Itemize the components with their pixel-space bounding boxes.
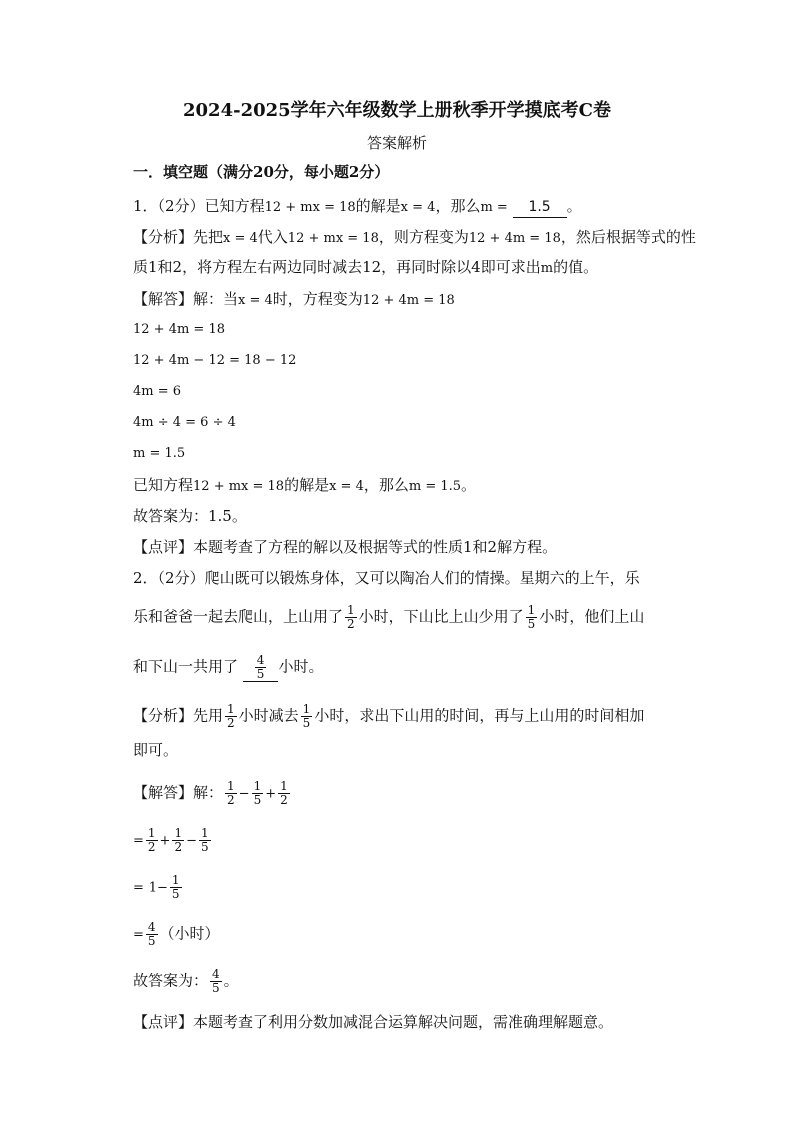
q2-comment: 【点评】本题考查了利用分数加减混合运算解决问题，需准确理解题意。 [133,1013,614,1031]
fraction-denominator: 2 [147,840,156,854]
q2-solution-label: 【解答】解： [133,783,224,802]
fraction-one-half [146,827,158,854]
q2-analysis-line1 [133,703,644,730]
q2-solution-line2 [133,827,213,854]
fraction-denominator: 2 [227,716,235,730]
q2-stem-text: 小时。 [278,657,324,676]
q1-solution-intro [133,289,455,311]
fraction-one-half [345,604,357,631]
q2-stem-text: 和下山一共用了 [133,657,239,676]
fraction-numerator: 1 [347,603,355,617]
q1-comment: 【点评】本题考查了方程的解以及根据等式的性质1和2解方程。 [133,538,558,556]
q1-equation: 12 + mx = 18 [264,200,356,215]
fraction-numerator: 1 [227,702,235,716]
q2-stem-line3 [133,654,323,682]
q2-analysis-text: 【分析】先用 [133,706,224,725]
q2-answer-blank [243,654,279,682]
fraction-denominator: 5 [302,716,311,730]
fraction-numerator: 4 [256,653,265,667]
equals-sign: = [133,880,144,896]
minus-sign: − [186,833,197,849]
equals-sign: = [133,833,144,849]
equals-sign: = [133,927,144,943]
q1-analysis-math: m [540,261,554,276]
q1-analysis-text: 的值。 [553,258,599,276]
q1-analysis-text: ，则方程变为 [378,228,469,246]
q2-analysis-line2: 即可。 [133,741,179,759]
fraction-one-fifth [301,703,313,730]
q1-solution-text: 时，方程变为 [272,290,363,308]
fraction-denominator: 5 [171,887,180,901]
q2-analysis-text: 小时，求出下山用的时间，再与上山用的时间相加 [314,706,645,725]
fraction-one-fifth [199,827,211,854]
minus-sign: − [238,786,250,802]
q2-stem-text: 乐和爸爸一起去爬山，上山用了 [133,607,344,626]
q2-stem-text: 小时，他们上山 [539,607,645,626]
q1-stem [133,196,582,218]
q2-solution-line3 [133,874,184,901]
q1-step: 4m = 6 [133,384,182,399]
q1-stem-text: 1．（2分）已知方程 [133,197,265,215]
q1-stem-end: 。 [566,197,582,215]
plus-sign: + [159,833,171,849]
page-title: 2024-2025学年六年级数学上册秋季开学摸底考C卷 [183,100,611,121]
q2-solution-line4 [133,921,220,948]
fraction-numerator: 1 [147,826,156,840]
fraction-numerator: 4 [147,920,156,934]
section-heading: 一．填空题（满分20分，每小题2分） [133,163,390,181]
fraction-denominator: 2 [227,793,235,807]
fraction-numerator: 1 [280,779,288,793]
q1-conclusion-math: 12 + mx = 18 [193,479,285,494]
q1-step: 4m ÷ 4 = 6 ÷ 4 [133,415,236,430]
fraction-one-half [225,703,237,730]
plus-sign: + [265,786,277,802]
q1-conclusion-text: 的解是 [284,476,330,494]
q1-step: m = 1.5 [133,446,186,461]
minus-sign: − [156,880,168,896]
fraction-numerator: 1 [527,603,536,617]
fraction-numerator: 1 [174,826,183,840]
q2-solution-line1 [133,780,292,807]
q1-analysis-text: 代入 [257,228,288,246]
fraction-denominator: 2 [174,840,183,854]
fraction-numerator: 1 [227,779,235,793]
q1-conclusion-math: m = 1.5 [408,479,462,494]
q1-conclusion-text: 。 [461,476,477,494]
fraction-numerator: 1 [253,779,262,793]
page-subtitle: 答案解析 [366,134,427,152]
fraction-denominator: 2 [347,617,355,631]
fraction-denominator: 5 [201,840,209,854]
q2-stem-line1: 2．（2分）爬山既可以锻炼身体，又可以陶冶人们的情操。星期六的上午，乐 [133,569,640,587]
fraction-denominator: 5 [147,934,156,948]
fraction-numerator: 1 [171,873,180,887]
fraction-denominator: 5 [527,617,536,631]
q1-analysis-math: x = 4 [223,231,258,246]
fraction-one-half [225,780,237,807]
q1-conclusion-text: 已知方程 [133,476,194,494]
q1-solution-math: 12 + 4m = 18 [362,293,455,308]
q1-analysis-text: 质1和2，将方程左右两边同时减去12，再同时除以4即可求出 [133,258,541,276]
q1-conclusion [133,475,476,497]
q2-answer-fraction [255,654,267,681]
whole-number: 1 [148,880,157,896]
q1-analysis-math: 12 + 4m = 18 [468,231,561,246]
q2-final-text: 故答案为： [133,971,209,990]
fraction-numerator: 1 [302,702,311,716]
q2-final-answer [133,968,239,995]
q1-x-value: x = 4 [400,200,436,215]
unit-label: （小时） [159,924,220,943]
fraction-denominator: 5 [253,793,262,807]
q1-stem-text: 的解是 [355,197,401,215]
fraction-one-fifth [526,604,538,631]
q1-solution-text: 【解答】解：当 [133,290,239,308]
fraction-four-fifths [210,968,222,995]
q1-conclusion-text: ，那么 [363,476,409,494]
fraction-denominator: 2 [280,793,288,807]
q1-analysis-text: 【分析】先把 [133,228,224,246]
fraction-numerator: 1 [201,826,209,840]
fraction-four-fifths [146,921,158,948]
q1-analysis-text: ，然后根据等式的性 [560,228,696,246]
q2-final-text: 。 [223,971,239,990]
q1-solution-math: x = 4 [238,293,273,308]
fraction-one-half [172,827,184,854]
q1-analysis-line1 [133,227,696,249]
q1-answer-blank: 1.5 [513,197,567,218]
fraction-one-fifth [252,780,264,807]
q1-step: 12 + 4m − 12 = 18 − 12 [133,353,297,368]
q1-analysis-math: 12 + mx = 18 [287,231,379,246]
q1-analysis-line2 [133,257,598,279]
fraction-denominator: 5 [256,667,265,681]
q2-stem-text: 小时，下山比上山少用了 [358,607,524,626]
q1-stem-text: ，那么 [435,197,481,215]
q1-step: 12 + 4m = 18 [133,322,225,337]
fraction-one-half [278,780,290,807]
fraction-one-fifth [170,874,182,901]
q1-conclusion-math: x = 4 [329,479,364,494]
q1-final-answer: 故答案为：1.5。 [133,507,247,525]
fraction-denominator: 5 [212,981,220,995]
q2-analysis-text: 小时减去 [238,706,299,725]
q2-stem-line2 [133,604,644,631]
q1-m-label: m = [480,200,508,215]
fraction-numerator: 4 [212,967,220,981]
